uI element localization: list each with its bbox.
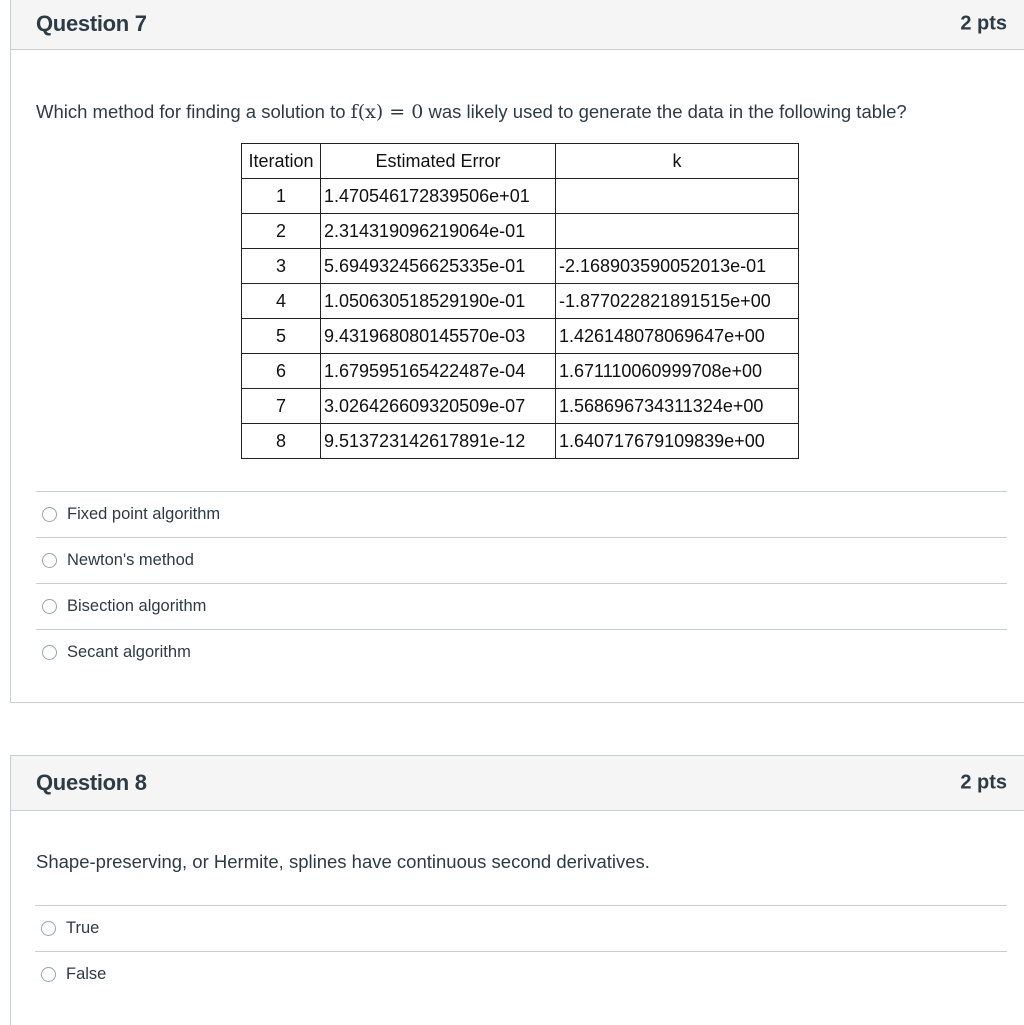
answer-option[interactable] (36, 491, 1007, 537)
table-row (242, 284, 799, 319)
cell-iteration: 2 (242, 214, 321, 249)
cell-k: 1.640717679109839e+00 (556, 424, 799, 459)
cell-iteration: 4 (242, 284, 321, 319)
cell-k: 1.671110060999708e+00 (556, 354, 799, 389)
cell-k (556, 179, 799, 214)
cell-iteration: 1 (242, 179, 321, 214)
header-iteration: Iteration (242, 144, 321, 179)
answer-option[interactable] (36, 583, 1007, 629)
question-title: Question 8 (36, 770, 147, 795)
cell-error: 1.679595165422487e-04 (321, 354, 556, 389)
cell-error: 5.694932456625335e-01 (321, 249, 556, 284)
question-text-after: was likely used to generate the data in the following table? (423, 101, 907, 122)
table-row (242, 424, 799, 459)
cell-k: 1.568696734311324e+00 (556, 389, 799, 424)
table-row (242, 179, 799, 214)
answer-option[interactable] (36, 629, 1007, 675)
cell-iteration: 3 (242, 249, 321, 284)
table-row (242, 319, 799, 354)
answer-label[interactable]: Newton's method (67, 551, 194, 569)
cell-k: -2.168903590052013e-01 (556, 249, 799, 284)
cell-iteration: 5 (242, 319, 321, 354)
answer-label[interactable]: True (66, 919, 100, 937)
answer-list (36, 491, 1007, 675)
question-header (11, 756, 1024, 811)
header-k: k (556, 144, 799, 179)
cell-error: 9.513723142617891e-12 (321, 424, 556, 459)
cell-error: 1.470546172839506e+01 (321, 179, 556, 214)
radio-button[interactable] (42, 507, 57, 522)
math-equation: f(x) = 0 (350, 101, 424, 123)
answer-option[interactable] (35, 905, 1007, 951)
cell-error: 9.431968080145570e-03 (321, 319, 556, 354)
cell-k (556, 214, 799, 249)
radio-button[interactable] (42, 645, 57, 660)
cell-k: 1.426148078069647e+00 (556, 319, 799, 354)
question-text-before: Which method for finding a solution to (36, 101, 351, 122)
radio-button[interactable] (41, 921, 56, 936)
iteration-table (241, 143, 799, 459)
table-row (242, 354, 799, 389)
cell-error: 2.314319096219064e-01 (321, 214, 556, 249)
question-header (11, 0, 1024, 50)
radio-button[interactable] (41, 967, 56, 982)
answer-label[interactable]: Fixed point algorithm (67, 505, 221, 523)
header-estimated-error: Estimated Error (321, 144, 556, 179)
answer-option[interactable] (35, 951, 1007, 997)
cell-k: -1.877022821891515e+00 (556, 284, 799, 319)
answer-list (35, 905, 1007, 997)
answer-option[interactable] (36, 537, 1007, 583)
table-header-row (242, 144, 799, 179)
radio-button[interactable] (42, 599, 57, 614)
answer-label[interactable]: Bisection algorithm (67, 597, 207, 615)
answer-label[interactable]: Secant algorithm (67, 643, 191, 661)
table-row (242, 249, 799, 284)
table-row (242, 389, 799, 424)
question-text (36, 101, 907, 123)
cell-error: 3.026426609320509e-07 (321, 389, 556, 424)
table-row (242, 214, 799, 249)
question-text: Shape-preserving, or Hermite, splines have continuous second derivatives. (36, 851, 650, 872)
answer-label[interactable]: False (66, 965, 107, 983)
question-points: 2 pts (960, 771, 1007, 794)
question-7-card (10, 0, 1024, 703)
cell-iteration: 6 (242, 354, 321, 389)
radio-button[interactable] (42, 553, 57, 568)
question-title: Question 7 (36, 11, 147, 36)
cell-iteration: 7 (242, 389, 321, 424)
question-points: 2 pts (960, 12, 1007, 35)
cell-error: 1.050630518529190e-01 (321, 284, 556, 319)
cell-iteration: 8 (242, 424, 321, 459)
